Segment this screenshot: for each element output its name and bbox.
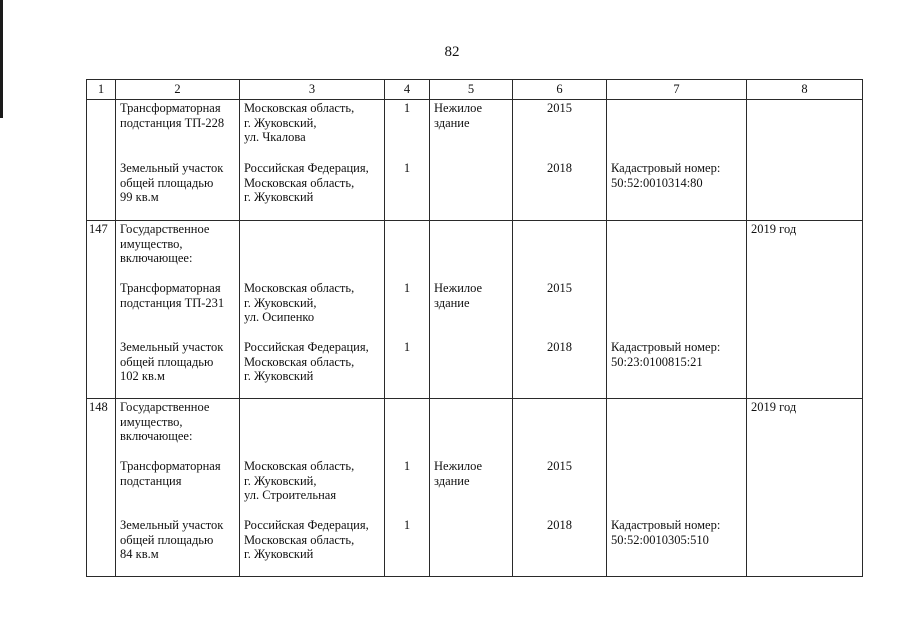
cell-qty-content bbox=[385, 399, 429, 576]
segment-term bbox=[751, 101, 858, 161]
segment-term bbox=[751, 281, 858, 340]
segment-address: Российская Федерация, Московская область, г. Жуковский bbox=[244, 161, 369, 204]
cell-type-content bbox=[430, 221, 512, 398]
cell-type bbox=[430, 100, 513, 221]
cell-name-content bbox=[116, 100, 239, 220]
segment-info bbox=[611, 222, 742, 281]
segment-type bbox=[434, 340, 508, 399]
cell-type-content bbox=[430, 100, 512, 220]
segment-type: Нежилое здание bbox=[434, 281, 483, 310]
cell-year bbox=[513, 221, 607, 399]
segment-name: Трансформаторная подстанция bbox=[120, 459, 221, 488]
segment-term: 2019 год bbox=[751, 222, 797, 236]
cell-term-content bbox=[747, 221, 862, 398]
segment-name: Государственное имущество, включающее: bbox=[120, 400, 210, 443]
segment-info bbox=[611, 400, 742, 459]
segment-name: Земельный участок общей площадью 102 кв.м bbox=[120, 340, 224, 383]
cell-year bbox=[513, 100, 607, 221]
row-number-cell bbox=[87, 399, 116, 577]
cell-address bbox=[240, 399, 385, 577]
header-col-7: 7 bbox=[607, 80, 747, 100]
header-row bbox=[87, 80, 863, 100]
header-col-2: 2 bbox=[116, 80, 240, 100]
cell-address-content bbox=[240, 399, 384, 576]
segment-qty: 1 bbox=[403, 459, 411, 473]
segment-qty: 1 bbox=[403, 518, 411, 532]
segment-address: Российская Федерация, Московская область, г. Жуковский bbox=[244, 518, 369, 561]
cell-name-content bbox=[116, 399, 239, 576]
cell-name-content bbox=[116, 221, 239, 398]
header-col-3: 3 bbox=[240, 80, 385, 100]
segment-year bbox=[517, 222, 602, 281]
segment-type bbox=[434, 518, 508, 577]
segment-type: Нежилое здание bbox=[434, 459, 483, 488]
row-number: 148 bbox=[89, 400, 108, 414]
segment-info bbox=[611, 459, 742, 518]
cell-qty-content bbox=[385, 100, 429, 220]
segment-address bbox=[244, 222, 380, 281]
segment-year: 2015 bbox=[547, 281, 572, 295]
cell-info bbox=[607, 100, 747, 221]
segment-type: Нежилое здание bbox=[434, 101, 483, 130]
cell-address-content bbox=[240, 100, 384, 220]
cell-year-content bbox=[513, 221, 606, 398]
cell-term bbox=[747, 100, 863, 221]
segment-info: Кадастровый номер: 50:52:0010305:510 bbox=[611, 518, 721, 547]
cell-info-content bbox=[607, 399, 746, 576]
segment-year: 2018 bbox=[547, 340, 572, 354]
cell-qty bbox=[385, 100, 430, 221]
segment-term bbox=[751, 340, 858, 399]
segment-year: 2018 bbox=[547, 161, 572, 175]
segment-info: Кадастровый номер: 50:52:0010314:80 bbox=[611, 161, 721, 190]
cell-info bbox=[607, 221, 747, 399]
cell-year bbox=[513, 399, 607, 577]
cell-type bbox=[430, 221, 513, 399]
row-number: 147 bbox=[89, 222, 108, 236]
segment-qty bbox=[389, 400, 425, 459]
cell-type-content bbox=[430, 399, 512, 576]
header-col-8: 8 bbox=[747, 80, 863, 100]
cell-term bbox=[747, 399, 863, 577]
property-table bbox=[86, 79, 863, 577]
segment-year: 2018 bbox=[547, 518, 572, 532]
header-col-4: 4 bbox=[385, 80, 430, 100]
cell-address-content bbox=[240, 221, 384, 398]
cell-year-content bbox=[513, 399, 606, 576]
segment-qty: 1 bbox=[403, 281, 411, 295]
segment-type bbox=[434, 400, 508, 459]
cell-address bbox=[240, 100, 385, 221]
segment-name: Земельный участок общей площадью 84 кв.м bbox=[120, 518, 224, 561]
segment-name: Государственное имущество, включающее: bbox=[120, 222, 210, 265]
segment-term bbox=[751, 518, 858, 577]
segment-address: Московская область, г. Жуковский, ул. Чкалова bbox=[244, 101, 355, 144]
table-body bbox=[87, 100, 863, 577]
segment-year bbox=[517, 400, 602, 459]
segment-qty: 1 bbox=[403, 101, 411, 115]
segment-name: Земельный участок общей площадью 99 кв.м bbox=[120, 161, 224, 204]
cell-type bbox=[430, 399, 513, 577]
segment-qty bbox=[389, 222, 425, 281]
segment-term bbox=[751, 161, 858, 220]
segment-term: 2019 год bbox=[751, 400, 797, 414]
cell-term-content bbox=[747, 399, 862, 576]
header-col-1: 1 bbox=[87, 80, 116, 100]
cell-address bbox=[240, 221, 385, 399]
cell-term-content bbox=[747, 100, 862, 220]
segment-address bbox=[244, 400, 380, 459]
header-col-5: 5 bbox=[430, 80, 513, 100]
row-number-cell bbox=[87, 221, 116, 399]
row-number bbox=[87, 100, 115, 220]
segment-name: Трансформаторная подстанция ТП-231 bbox=[120, 281, 225, 310]
cell-qty bbox=[385, 399, 430, 577]
segment-info bbox=[611, 281, 742, 340]
segment-qty: 1 bbox=[403, 161, 411, 175]
segment-year: 2015 bbox=[547, 459, 572, 473]
segment-term bbox=[751, 459, 858, 518]
segment-type bbox=[434, 161, 508, 220]
header-col-6: 6 bbox=[513, 80, 607, 100]
cell-info-content bbox=[607, 221, 746, 398]
cell-name bbox=[116, 221, 240, 399]
table-row bbox=[87, 221, 863, 399]
cell-info-content bbox=[607, 100, 746, 220]
table-row bbox=[87, 100, 863, 221]
segment-address: Московская область, г. Жуковский, ул. Осипенко bbox=[244, 281, 355, 324]
segment-info: Кадастровый номер: 50:23:0100815:21 bbox=[611, 340, 721, 369]
cell-qty bbox=[385, 221, 430, 399]
segment-year: 2015 bbox=[547, 101, 572, 115]
table-row bbox=[87, 399, 863, 577]
segment-address: Московская область, г. Жуковский, ул. Строительная bbox=[244, 459, 355, 502]
cell-qty-content bbox=[385, 221, 429, 398]
page-number: 82 bbox=[444, 44, 460, 60]
cell-name bbox=[116, 100, 240, 221]
segment-type bbox=[434, 222, 508, 281]
segment-address: Российская Федерация, Московская область, г. Жуковский bbox=[244, 340, 369, 383]
cell-info bbox=[607, 399, 747, 577]
cell-term bbox=[747, 221, 863, 399]
row-number-cell bbox=[87, 100, 116, 221]
segment-name: Трансформаторная подстанция ТП-228 bbox=[120, 101, 225, 130]
segment-qty: 1 bbox=[403, 340, 411, 354]
segment-info bbox=[611, 101, 742, 161]
cell-year-content bbox=[513, 100, 606, 220]
cell-name bbox=[116, 399, 240, 577]
